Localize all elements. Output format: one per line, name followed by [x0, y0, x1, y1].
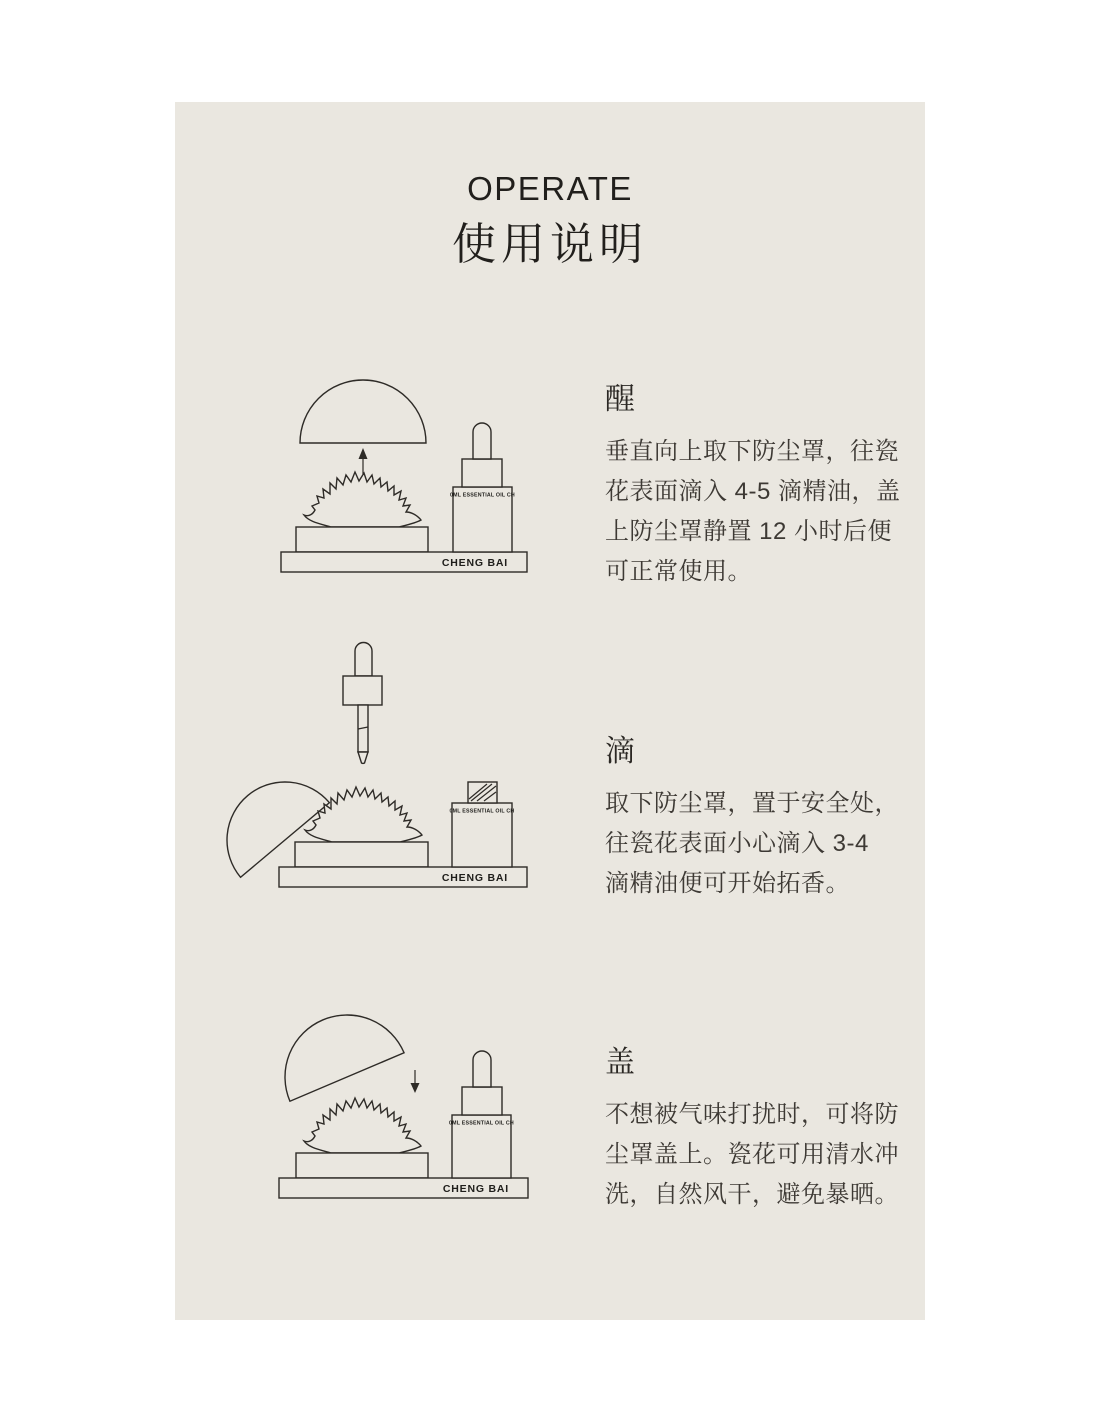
illustration-step-wake	[270, 370, 540, 580]
step-heading: 盖	[605, 1046, 635, 1079]
dropper-bulb	[473, 1051, 491, 1087]
dropper-cap	[343, 676, 382, 705]
dust-cover-dome	[300, 380, 426, 443]
page-title-en: OPERATE	[467, 170, 633, 207]
step-line: 不想被气味打扰时，可将防	[605, 1101, 899, 1128]
cover-down-arrow-icon	[411, 1070, 420, 1093]
porcelain-flower	[304, 472, 421, 527]
page-title-zh: 使用说明	[452, 220, 648, 269]
step-heading: 滴	[605, 735, 635, 768]
step-wake-text	[605, 383, 901, 592]
dust-cover-dome-tilted	[266, 1008, 404, 1101]
flower-pedestal	[296, 1153, 428, 1178]
step-heading: 醒	[605, 383, 635, 416]
step-drip-text	[605, 735, 899, 904]
step-line: 花表面滴入 4-5 滴精油，盖	[605, 478, 901, 505]
bottle-label: 0ML ESSENTIAL OIL CH	[449, 1120, 514, 1127]
porcelain-flower	[304, 1098, 421, 1153]
step-line: 滴精油便可开始拓香。	[605, 870, 850, 897]
step-line: 上防尘罩静置 12 小时后便	[605, 518, 893, 545]
brand-label: CHENG BAI	[441, 872, 508, 884]
dropper-bottle	[450, 423, 515, 552]
bottle-label: 0ML ESSENTIAL OIL CH	[449, 808, 515, 815]
illustration-step-drip	[225, 630, 540, 895]
bottle-neck	[462, 459, 502, 487]
dropper-bulb	[473, 423, 491, 459]
bottle-label: 0ML ESSENTIAL OIL CH	[450, 492, 515, 499]
step-line: 垂直向上取下防尘罩，往瓷	[605, 438, 899, 465]
step-cover-text	[605, 1046, 899, 1215]
dropper-tool	[343, 643, 382, 764]
dropper-bottle	[449, 1051, 514, 1178]
step-line: 往瓷花表面小心滴入 3-4	[605, 830, 869, 857]
dropper-bulb	[355, 643, 372, 677]
instruction-page	[175, 102, 925, 1320]
flower-pedestal	[296, 527, 428, 552]
brand-label: CHENG BAI	[441, 557, 508, 569]
illustration-step-cover	[250, 1008, 550, 1208]
dropper-tip	[358, 752, 368, 763]
brand-label: CHENG BAI	[442, 1183, 509, 1195]
bottle-neck	[462, 1087, 502, 1115]
flower-pedestal	[295, 842, 428, 867]
lift-up-arrow-icon	[359, 448, 368, 474]
step-line: 洗，自然风干，避免暴晒。	[605, 1181, 899, 1208]
step-line: 尘罩盖上。瓷花可用清水冲	[605, 1141, 899, 1168]
step-line: 可正常使用。	[605, 558, 752, 585]
step-line: 取下防尘罩，置于安全处，	[605, 790, 899, 817]
oil-bottle-capped	[450, 782, 515, 867]
